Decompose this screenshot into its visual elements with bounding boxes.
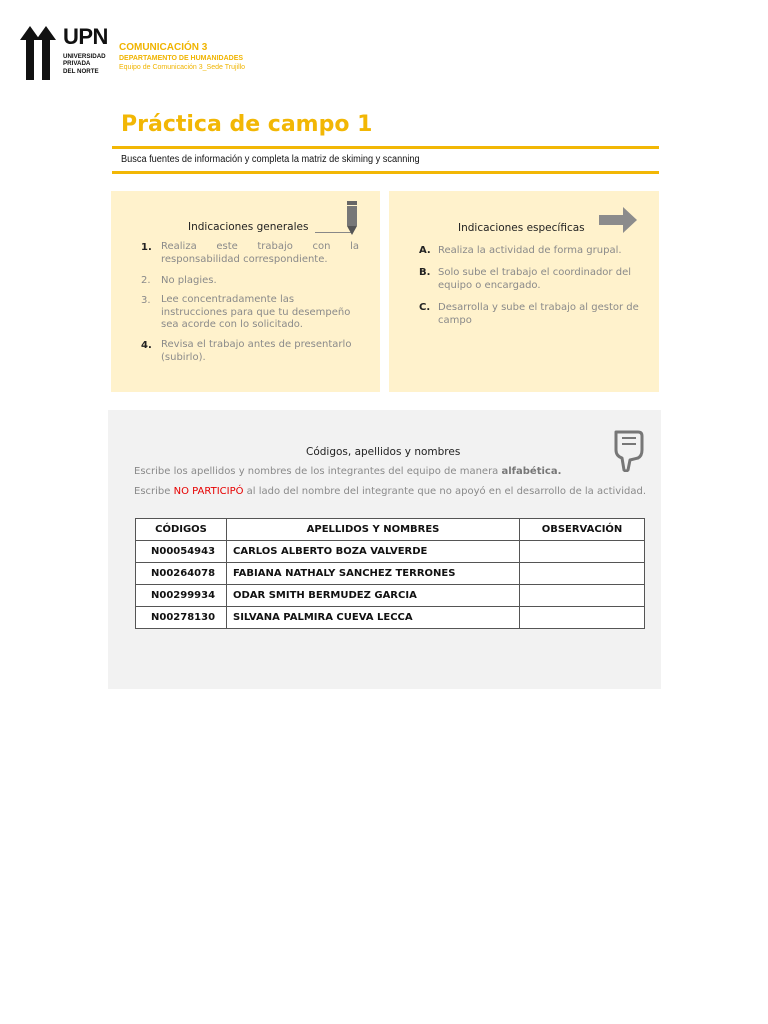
table-row	[136, 541, 645, 563]
general-item-3-marker: 3.	[141, 295, 151, 306]
table-header-row	[136, 519, 645, 541]
codes-instruction-2: Escribe NO PARTICIPÓ al lado del nombre del integrante que no apoyó en el desarrollo de la actividad.	[134, 486, 647, 497]
header-info	[119, 42, 245, 72]
specific-item-b-marker: B.	[419, 267, 431, 278]
arrow-right-icon	[599, 207, 637, 233]
header-names: APELLIDOS Y NOMBRES	[227, 519, 520, 541]
page-title: Práctica de campo 1	[121, 112, 373, 137]
instruction-divider	[112, 171, 659, 174]
member-observation[interactable]	[520, 585, 645, 607]
team-name: Equipo de Comunicación 3_Sede Trujillo	[119, 64, 246, 71]
member-code: N00054943	[136, 541, 227, 563]
specific-item-c-marker: C.	[419, 302, 431, 313]
general-item-2: No plagies.	[161, 275, 217, 286]
pencil-icon	[345, 201, 359, 235]
logo-subtitle: UNIVERSIDAD PRIVADA DEL NORTE	[63, 53, 106, 75]
specific-item-a: Realiza la actividad de forma grupal.	[438, 245, 622, 256]
member-name: CARLOS ALBERTO BOZA VALVERDE	[227, 541, 520, 563]
member-name: SILVANA PALMIRA CUEVA LECCA	[227, 607, 520, 629]
title-divider	[112, 146, 659, 149]
header-observation: OBSERVACIÓN	[520, 519, 645, 541]
member-observation[interactable]	[520, 607, 645, 629]
table-row	[136, 607, 645, 629]
codes-title: Códigos, apellidos y nombres	[306, 446, 461, 458]
member-code: N00299934	[136, 585, 227, 607]
upn-logo	[20, 26, 110, 82]
general-item-3: Lee concentradamente las instrucciones para que tu desempeño sea acorde con lo solicitado.	[161, 294, 351, 330]
member-observation[interactable]	[520, 541, 645, 563]
member-name: ODAR SMITH BERMUDEZ GARCIA	[227, 585, 520, 607]
specific-item-b: Solo sube el trabajo el coordinador del equipo o encargado.	[438, 267, 631, 291]
general-item-2-marker: 2.	[141, 275, 151, 286]
course-name: COMUNICACIÓN 3	[119, 42, 208, 53]
member-observation[interactable]	[520, 563, 645, 585]
general-item-4-marker: 4.	[141, 340, 152, 351]
header-codes: CÓDIGOS	[136, 519, 227, 541]
member-code: N00264078	[136, 563, 227, 585]
members-table	[135, 518, 645, 629]
instruction-text: Busca fuentes de información y completa la matriz de skiming y scanning	[121, 154, 420, 165]
pointing-hand-icon	[608, 428, 650, 472]
general-item-1: Realiza este trabajo con la responsabilidad correspondiente.	[161, 241, 359, 265]
general-item-4: Revisa el trabajo antes de presentarlo (subirlo).	[161, 339, 352, 363]
alphabetical-emphasis: alfabética.	[501, 466, 562, 477]
general-indications-title: Indicaciones generales	[188, 221, 309, 233]
codes-section	[108, 410, 661, 689]
general-indications-panel	[111, 191, 380, 392]
specific-indications-panel	[389, 191, 659, 392]
table-row	[136, 563, 645, 585]
specific-indications-title: Indicaciones específicas	[458, 222, 585, 234]
table-row	[136, 585, 645, 607]
member-name: FABIANA NATHALY SANCHEZ TERRONES	[227, 563, 520, 585]
specific-item-c: Desarrolla y sube el trabajo al gestor de campo	[438, 302, 639, 326]
codes-instruction-1: Escribe los apellidos y nombres de los integrantes del equipo de manera alfabética.	[134, 466, 562, 477]
logo-text: UPN	[63, 24, 108, 49]
general-item-1-marker: 1.	[141, 242, 152, 253]
no-participo-label: NO PARTICIPÓ	[173, 486, 244, 497]
upn-logo-icon	[20, 26, 60, 80]
department-name: DEPARTAMENTO DE HUMANIDADES	[119, 55, 244, 62]
member-code: N00278130	[136, 607, 227, 629]
specific-item-a-marker: A.	[419, 245, 431, 256]
